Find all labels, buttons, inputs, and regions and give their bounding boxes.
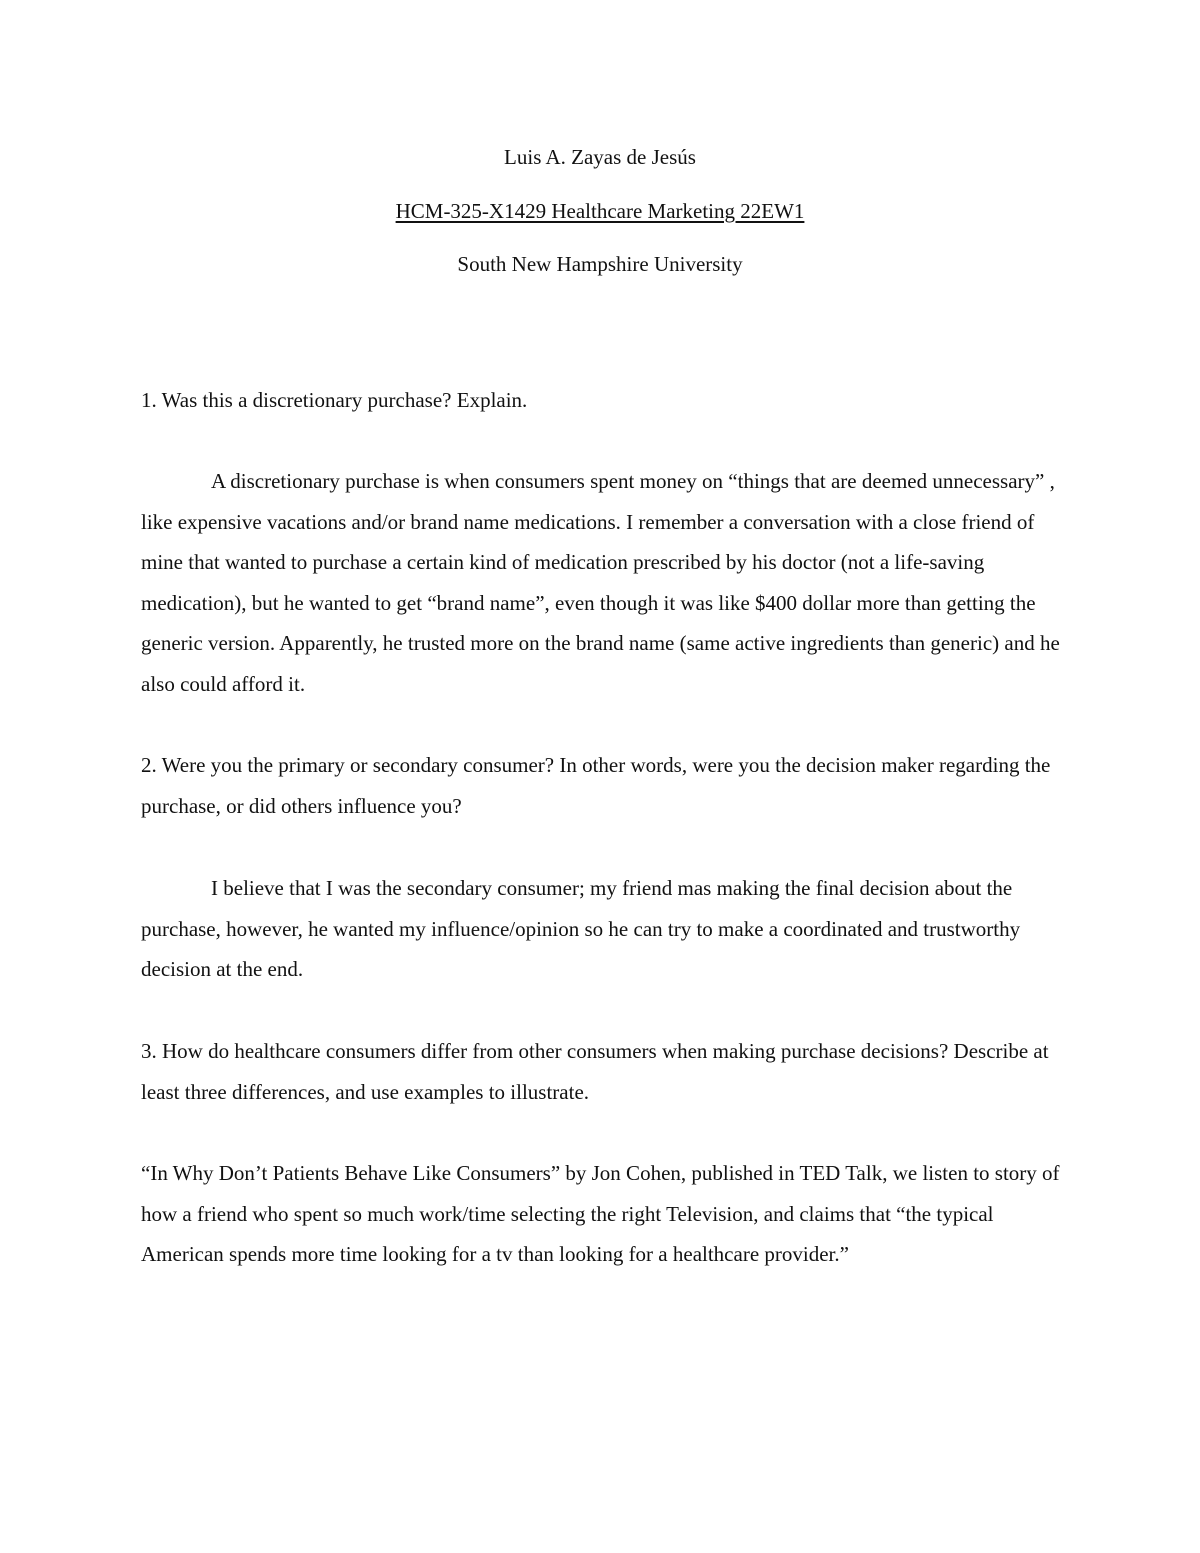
institution-name: South New Hampshire University bbox=[457, 252, 743, 276]
answer-3: “In Why Don’t Patients Behave Like Consumers” by Jon Cohen, published in TED Talk, we listen to story of how a friend who spent so much work/time selecting the right Television, and claims that “the typical American spends more time looking for a tv than looking for a healthcare provider.” bbox=[141, 1161, 1060, 1266]
question-2: 2. Were you the primary or secondary consumer? In other words, were you the decision maker regarding the purchase, or did others influence you? bbox=[141, 753, 1051, 818]
answer-1: A discretionary purchase is when consumers spent money on “things that are deemed unnecessary” , like expensive vacations and/or brand name medications. I remember a conversation with a close friend of mine that wanted to purchase a certain kind of medication prescribed by his doctor (not a life-saving medication), but he wanted to get “brand name”, even though it was like $400 dollar more than getting the generic version. Apparently, he trusted more on the brand name (same active ingredients than generic) and he also could afford it. bbox=[141, 469, 1060, 696]
question-3: 3. How do healthcare consumers differ from other consumers when making purchase decisions? Describe at least three differences, and use examples to illustrate. bbox=[141, 1039, 1049, 1104]
answer-2: I believe that I was the secondary consumer; my friend mas making the final decision about the purchase, however, he wanted my influence/opinion so he can try to make a coordinated and trustworthy decision at the end. bbox=[141, 876, 1021, 981]
course-title: HCM-325-X1429 Healthcare Marketing 22EW1 bbox=[395, 199, 805, 223]
author-name: Luis A. Zayas de Jesús bbox=[504, 145, 696, 169]
question-1: 1. Was this a discretionary purchase? Explain. bbox=[141, 388, 528, 412]
course-line bbox=[0, 197, 1200, 225]
